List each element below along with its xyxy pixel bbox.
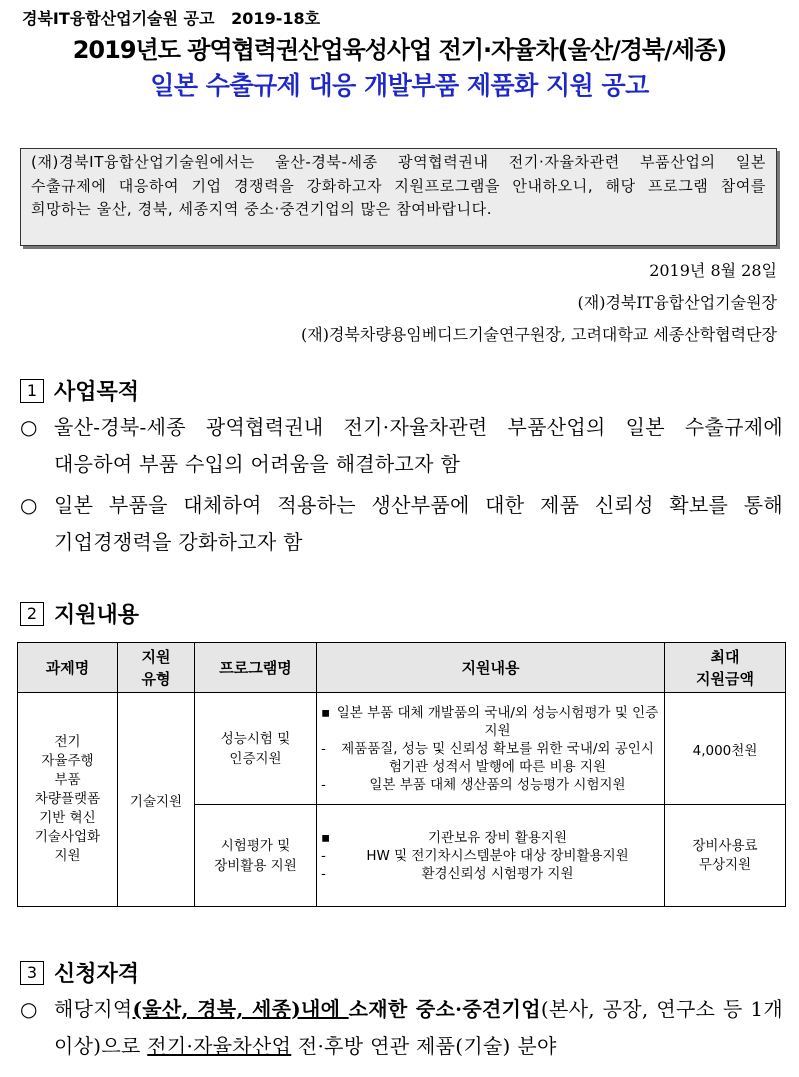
header-support-content: 지원내용: [317, 643, 665, 693]
section-title: 사업목적: [54, 380, 140, 405]
section-heading-support: [20, 598, 139, 629]
issuer-line-2: (재)경북차량용임베디드기술연구원장, 고려대학교 세종산학협력단장: [301, 325, 777, 344]
list-item: - 환경신뢰성 시험평가 지원: [321, 865, 574, 882]
list-item: ▪ 기관보유 장비 활용지원: [321, 829, 567, 846]
eligibility-bullet: ○ 해당지역(울산, 경북, 세종)내에 소재한 중소·중견기업(본사, 공장, 연구소 등 1개 이상)으로 전기·자율차산업 전·후방 연관 제품(기술) 분야: [20, 991, 783, 1065]
circle-bullet-icon: ○: [20, 997, 38, 1021]
support-table: [17, 642, 786, 907]
section-heading-eligibility: [20, 957, 139, 988]
header-task-name: 과제명: [18, 643, 118, 693]
circle-bullet-icon: ○: [20, 415, 38, 439]
purpose-bullet-1: ○ 울산-경북-세종 광역협력권내 전기·자율차관련 부품산업의 일본 수출규제에 대응하여 부품 수입의 어려움을 해결하고자 함: [20, 409, 783, 483]
header-program-name: 프로그램명: [195, 643, 317, 693]
support-type-cell: 기술지원: [118, 693, 195, 907]
max-amount-cell: 4,000천원: [665, 693, 786, 805]
support-content-cell: [317, 805, 665, 907]
header-support-type: 지원 유형: [118, 643, 195, 693]
header-max-amount: 최대 지원금액: [665, 643, 786, 693]
document-subtitle: 일본 수출규제 대응 개발부품 제품화 지원 공고: [150, 71, 649, 100]
section-number: 1: [20, 379, 44, 403]
task-name-cell: 전기 자율주행 부품 차량플랫폼 기반 혁신 기술사업화 지원: [18, 693, 118, 907]
issuer-line-1: (재)경북IT융합산업기술원장: [577, 293, 777, 312]
table-row: [18, 693, 786, 805]
section-number: 2: [20, 602, 44, 626]
circle-bullet-icon: ○: [20, 493, 38, 517]
purpose-bullet-2: ○ 일본 부품을 대체하여 적용하는 생산부품에 대한 제품 신뢰성 확보를 통해 기업경쟁력을 강화하고자 함: [20, 487, 783, 561]
list-item: - HW 및 전기차시스템분야 대상 장비활용지원: [321, 847, 629, 864]
section-heading-purpose: [20, 375, 139, 406]
document-title: 2019년도 광역협력권산업육성사업 전기·자율차(울산/경북/세종): [72, 36, 727, 64]
list-item: - 제품품질, 성능 및 신뢰성 확보를 위한 국내/외 공인시험기관 성적서 발행에 따른 비용 지원: [321, 740, 654, 775]
announcement-number: 경북IT융합산업기술원 공고 2019-18호: [22, 9, 321, 28]
notice-box: (재)경북IT융합산업기술원에서는 울산-경북-세종 광역협력권내 전기·자율차관련 부품산업의 일본 수출규제에 대응하여 기업 경쟁력을 강화하고자 지원프로그램을 안내하오니, 해당 프로그램 참여를 희망하는 울산, 경북, 세종지역 중소·중견기업의 많은 참여바랍니다.: [20, 148, 777, 246]
list-item: ▪ 일본 부품 대체 개발품의 국내/외 성능시험평가 및 인증지원: [321, 704, 659, 739]
program-name-cell: 성능시험 및 인증지원: [195, 693, 317, 805]
section-number: 3: [20, 961, 44, 985]
max-amount-cell: 장비사용료 무상지원: [665, 805, 786, 907]
program-name-cell: 시험평가 및 장비활용 지원: [195, 805, 317, 907]
section-title: 신청자격: [54, 962, 140, 987]
support-content-cell: [317, 693, 665, 805]
list-item: - 일본 부품 대체 생산품의 성능평가 시험지원: [321, 776, 626, 793]
notice-date: 2019년 8월 28일: [649, 261, 777, 280]
section-title: 지원내용: [54, 603, 140, 628]
